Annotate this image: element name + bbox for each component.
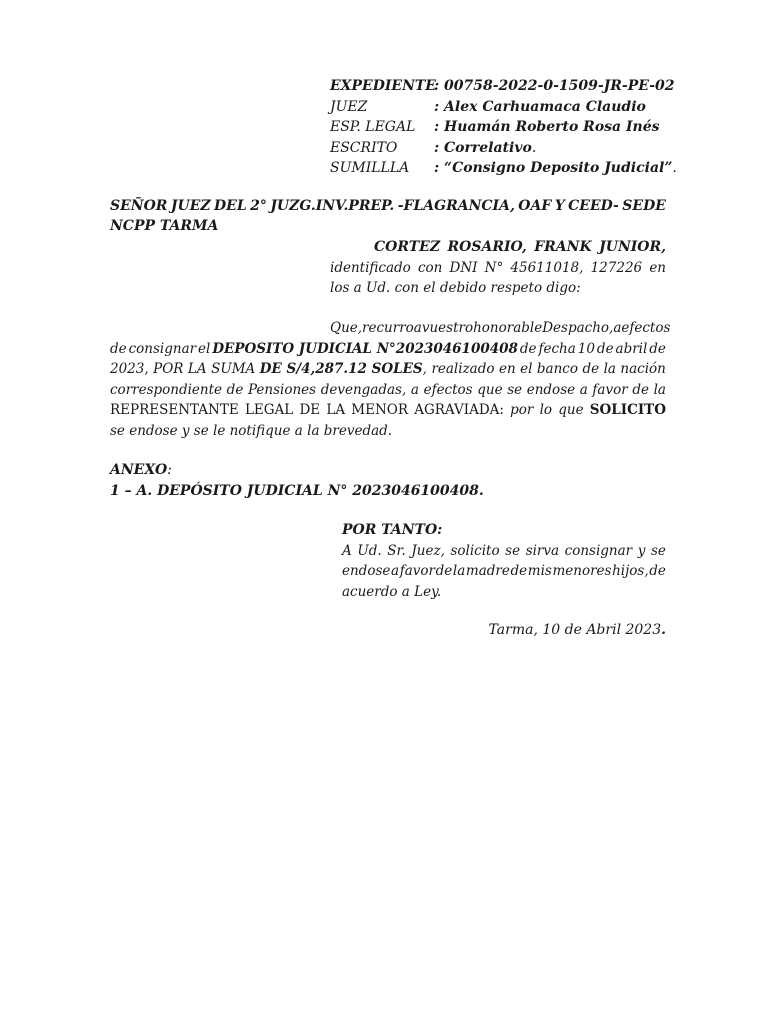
header-row-juez: [330, 97, 677, 118]
annex-item: 1 – A. DEPÓSITO JUDICIAL N° 2023046100408.: [110, 483, 484, 499]
word: recurro: [362, 320, 414, 336]
word: en: [498, 361, 516, 377]
word: efectos: [621, 320, 671, 336]
header-row-expediente: [330, 76, 677, 97]
petitioner-name-word: CORTEZ: [374, 239, 441, 255]
paragraph-line-6: se endose y se le notifique a la brevedad.: [110, 422, 393, 439]
header-row-escrito: [330, 138, 677, 159]
word: a: [613, 320, 622, 336]
petitioner-name-word: JUNIOR,: [599, 239, 666, 255]
addressee-word: SEÑOR: [110, 198, 168, 214]
word: consignar: [564, 542, 633, 559]
word: MENOR: [351, 402, 409, 418]
word: 10: [577, 340, 595, 357]
petitioner-name-word: ROSARIO,: [447, 239, 527, 255]
word: correspondiente: [110, 381, 223, 398]
word: a: [413, 320, 422, 336]
word: que: [558, 402, 584, 418]
word: LEGAL: [244, 402, 294, 418]
word: el: [198, 340, 211, 357]
petitioner-block: [330, 237, 666, 299]
word: Juez,: [411, 542, 445, 559]
escrito-suffix: .: [531, 139, 537, 156]
word: solicito: [450, 542, 500, 559]
esp-legal-label: ESP. LEGAL: [330, 119, 416, 135]
place-date-end: .: [661, 622, 666, 638]
request-paragraph: [110, 318, 671, 441]
word: menores: [552, 563, 612, 579]
expediente-label: EXPEDIENTE: [330, 78, 436, 94]
word: se: [505, 542, 521, 559]
header-row-esp-legal: [330, 117, 677, 138]
addressee-word: Y: [554, 198, 565, 214]
word: consignar: [128, 340, 197, 357]
por-tanto-line-3: acuerdo a Ley.: [342, 583, 442, 600]
place-date-text: Tarma, 10 de Abril 2023: [488, 622, 662, 638]
word: LA: [187, 361, 207, 377]
word: favor: [399, 563, 435, 579]
word: favor: [592, 381, 628, 398]
addressee: [110, 196, 666, 236]
annex-title: ANEXO: [110, 462, 168, 478]
case-header: [330, 76, 677, 179]
header-row-sumilla: [330, 158, 677, 179]
escrito-label: ESCRITO: [330, 139, 398, 156]
word: abril: [615, 340, 648, 357]
word: A: [342, 542, 352, 559]
word: se: [650, 542, 666, 559]
addressee-word: 2°: [250, 198, 267, 214]
juez-label: JUEZ: [330, 98, 368, 115]
deposit-number-bold: DEPOSITO JUDICIAL N°2023046100408: [212, 340, 518, 357]
por-tanto-line-1: [342, 541, 666, 562]
word: lo: [539, 402, 553, 418]
petitioner-name-word: FRANK: [534, 239, 592, 255]
word: de: [596, 340, 614, 357]
word: de: [226, 381, 244, 398]
word: fecha: [538, 340, 576, 357]
annex-colon: :: [167, 462, 172, 478]
annex-section: [110, 460, 666, 502]
paragraph-line-5: [110, 400, 666, 421]
por-tanto-line-2: [342, 561, 666, 582]
word: de: [582, 361, 600, 377]
amount-bold: DE S/4,287.12 SOLES: [259, 361, 423, 377]
addressee-word: SEDE: [622, 198, 666, 214]
por-tanto-title: POR TANTO:: [342, 522, 443, 538]
word: a: [391, 563, 400, 579]
word: efectos: [423, 381, 473, 398]
word: a: [410, 381, 419, 398]
addressee-word: DEL: [214, 198, 247, 214]
word: hijos,: [612, 563, 649, 579]
word: SUMA: [211, 361, 256, 377]
word: Que,: [330, 320, 363, 336]
word: la: [452, 563, 466, 579]
place-date: [489, 622, 666, 638]
escrito-value: : Correlativo: [434, 139, 532, 156]
word: a: [579, 381, 588, 398]
petitioner-name: [330, 237, 666, 258]
word: honorable: [473, 320, 543, 336]
addressee-line-1: [110, 196, 666, 216]
sumilla-value: : “Consigno Deposito Judicial”: [434, 160, 673, 176]
word: la: [653, 381, 666, 398]
word: por: [510, 402, 534, 418]
word: endose: [526, 381, 576, 398]
word: de: [632, 381, 649, 398]
esp-legal-value: : Huamán Roberto Rosa Inés: [434, 119, 660, 135]
word: de: [110, 340, 127, 357]
word: madre: [465, 563, 510, 579]
word: la: [603, 361, 616, 377]
word: el: [520, 361, 533, 377]
por-tanto-section: [342, 520, 666, 602]
word: banco: [536, 361, 578, 377]
paragraph-line-4: [110, 380, 666, 401]
sumilla-label: SUMILLLA: [330, 160, 410, 176]
paragraph-line-3: [110, 359, 666, 380]
word: y: [637, 542, 646, 559]
word: devengadas,: [320, 381, 407, 398]
addressee-word: -FLAGRANCIA,: [397, 198, 515, 214]
word: DE: [299, 402, 321, 418]
word: nación: [620, 361, 666, 377]
word: REPRESENTANTE: [110, 402, 239, 418]
word: se: [507, 381, 523, 398]
juez-value: : Alex Carhuamaca Claudio: [434, 98, 646, 115]
addressee-word: CEED-: [568, 198, 619, 214]
word: de: [649, 340, 666, 357]
word: de: [435, 563, 453, 579]
word: de: [649, 563, 666, 579]
sumilla-suffix: .: [672, 160, 677, 176]
word: realizado: [431, 361, 495, 377]
addressee-word: JUEZ: [170, 198, 211, 214]
word: AGRAVIADA:: [414, 402, 504, 418]
word: de: [519, 340, 537, 357]
word: Ud.: [357, 542, 382, 559]
word: LA: [326, 402, 346, 418]
expediente-value: : 00758-2022-0-1509-JR-PE-02: [434, 78, 675, 94]
word: 2023,: [110, 361, 149, 377]
solicito-bold: SOLICITO: [589, 402, 666, 418]
paragraph-line-2: [110, 339, 666, 360]
petitioner-identification: identificado con DNI N° 45611018, 127226 en los a Ud. con el debido respeto digo:: [330, 259, 666, 296]
word: sirva: [525, 542, 560, 559]
addressee-word: JUZG.INV.PREP.: [270, 198, 395, 214]
word: Despacho,: [542, 320, 614, 336]
word: que: [477, 381, 503, 398]
word: Pensiones: [247, 381, 317, 398]
word: de: [510, 563, 528, 579]
word: ,: [422, 361, 427, 377]
word: endose: [342, 563, 391, 579]
annex-title-line: [110, 460, 666, 481]
word: POR: [153, 361, 184, 377]
word: mis: [527, 563, 552, 579]
addressee-line-2: NCPP TARMA: [110, 218, 219, 234]
word: Sr.: [387, 542, 406, 559]
paragraph-line-1: [110, 318, 671, 339]
word: vuestro: [421, 320, 474, 336]
addressee-word: OAF: [518, 198, 552, 214]
